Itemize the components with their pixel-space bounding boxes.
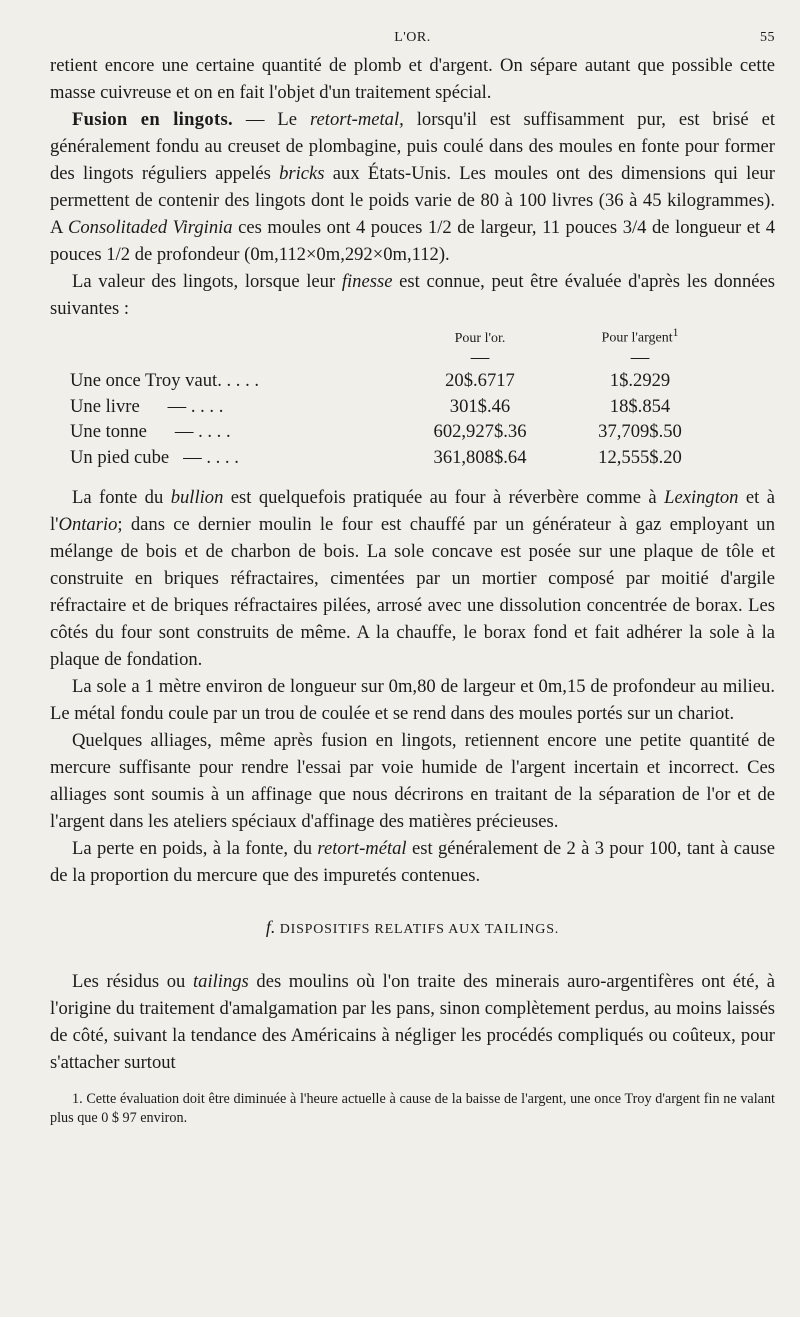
table-dash: — <box>630 347 650 368</box>
table-dash: — <box>470 347 490 368</box>
section-subtitle <box>50 917 775 938</box>
section-lead: Fusion en lingots. <box>72 109 233 130</box>
row-label: Un pied cube — . . . . <box>70 446 239 468</box>
footnote-ref: 1 <box>672 326 679 340</box>
footnote-text: Cette évaluation doit être diminuée à l'heure actuelle à cause de la baisse de l'argent, une once Troy d'argent fin ne valant plus que 0 $ 97 environ. <box>50 1091 775 1126</box>
paragraph-bullion: La fonte du bullion est quelquefois pratiquée au four à réverbère comme à Lexington et à l'Ontario; dans ce dernier moulin le four est chauffé par un générateur à gaz employant un mélange de bois et de charbon de bois. La sole concave est posée sur une plaque de tôle et construite en briques réfractaires, cimentées par un mortier composé par moitié d'argile réfractaire et de briques réfractaires pilées, arrosé avec une dissolution concentrée de borax. Les côtés du four sont construits de même. A la chauffe, le borax fond et fait adhérer la sole à la plaque de fondation. <box>50 487 775 670</box>
paragraph-perte: La perte en poids, à la fonte, du retort-métal est généralement de 2 à 3 pour 100, tant à cause de la proportion du mercure que des impuretés contenues. <box>50 838 775 886</box>
silver-value: 1$.2929 <box>609 370 671 392</box>
row-label: Une livre — . . . . <box>70 395 224 417</box>
table-header-gold: Pour l'or. <box>454 331 506 346</box>
paragraph-1: retient encore une certaine quantité de plomb et d'argent. On sépare autant que possible cette masse cuivreuse et on en fait l'objet d'un traitement spécial. <box>50 55 775 103</box>
silver-value: 37,709$.50 <box>598 421 682 443</box>
gold-value: 20$.6717 <box>445 370 515 392</box>
running-title: L'OR. <box>394 30 431 45</box>
gold-value: 361,808$.64 <box>433 446 527 468</box>
paragraph-tailings: Les résidus ou tailings des moulins où l'on traite des minerais auro-argentifères ont été, à l'origine du traitement d'amalgamation par les pans, sinon complètement perdus, au moins laissés de côté, suivant la tendance des Américains à négliger les procédés compliqués ou coûteux, pour s'attacher surtout <box>50 971 775 1073</box>
table-header-silver: Pour l'argent$^1$ <box>601 326 679 346</box>
page <box>50 30 775 1128</box>
silver-value: 18$.854 <box>609 395 671 417</box>
gold-value: 301$.46 <box>449 395 511 417</box>
table-row <box>70 419 720 445</box>
paragraph-sole: La sole a 1 mètre environ de longueur sur 0m,80 de largeur et 0m,15 de profondeur au milieu. Le métal fondu coule par un trou de coulée et se rend dans des moules portés sur un chariot. <box>50 676 775 724</box>
footnote-number: 1. <box>72 1091 83 1107</box>
page-number: 55 <box>760 30 775 45</box>
table-row <box>70 445 720 471</box>
table-header-blank <box>70 322 400 348</box>
gold-value: 602,927$.36 <box>433 421 527 443</box>
table-row <box>70 368 720 394</box>
paragraph-valeur: La valeur des lingots, lorsque leur finesse est connue, peut être évaluée d'après les données suivantes : <box>50 271 775 319</box>
value-table <box>70 322 720 470</box>
running-head <box>50 30 775 52</box>
subtitle-letter: f. <box>265 917 276 937</box>
row-label: Une once Troy vaut. . . . . <box>70 370 260 392</box>
subtitle-text: DISPOSITIFS RELATIFS AUX TAILINGS. <box>279 922 560 937</box>
row-label: Une tonne — . . . . <box>70 421 231 443</box>
silver-value: 12,555$.20 <box>598 446 682 468</box>
table-row <box>70 394 720 420</box>
paragraph-alliages: Quelques alliages, même après fusion en lingots, retiennent encore une petite quantité de mercure suffisante pour rendre l'essai par voie humide de l'argent incertain et incorrect. Ces alliages sont soumis à un affinage que nous décrirons en traitant de la séparation de l'or et de l'argent dans les ateliers spéciaux d'affinage des matières précieuses. <box>50 730 775 832</box>
footnote <box>50 1090 775 1128</box>
paragraph-fusion: Fusion en lingots. — Le retort-metal, lorsqu'il est suffisamment pur, est brisé et généralement fondu au creuset de plombagine, puis coulé dans des moules en fonte pour former des lingots réguliers appelés bricks aux États-Unis. Les moules ont des dimensions qui leur permettent de contenir des lingots dont le poids varie de 80 à 100 livres (36 à 45 kilogrammes). A Consolitaded Virginia ces moules ont 4 pouces 1/2 de largeur, 11 pouces 3/4 de longueur et 4 pouces 1/2 de profondeur (0m,112×0m,292×0m,112). <box>50 109 775 265</box>
